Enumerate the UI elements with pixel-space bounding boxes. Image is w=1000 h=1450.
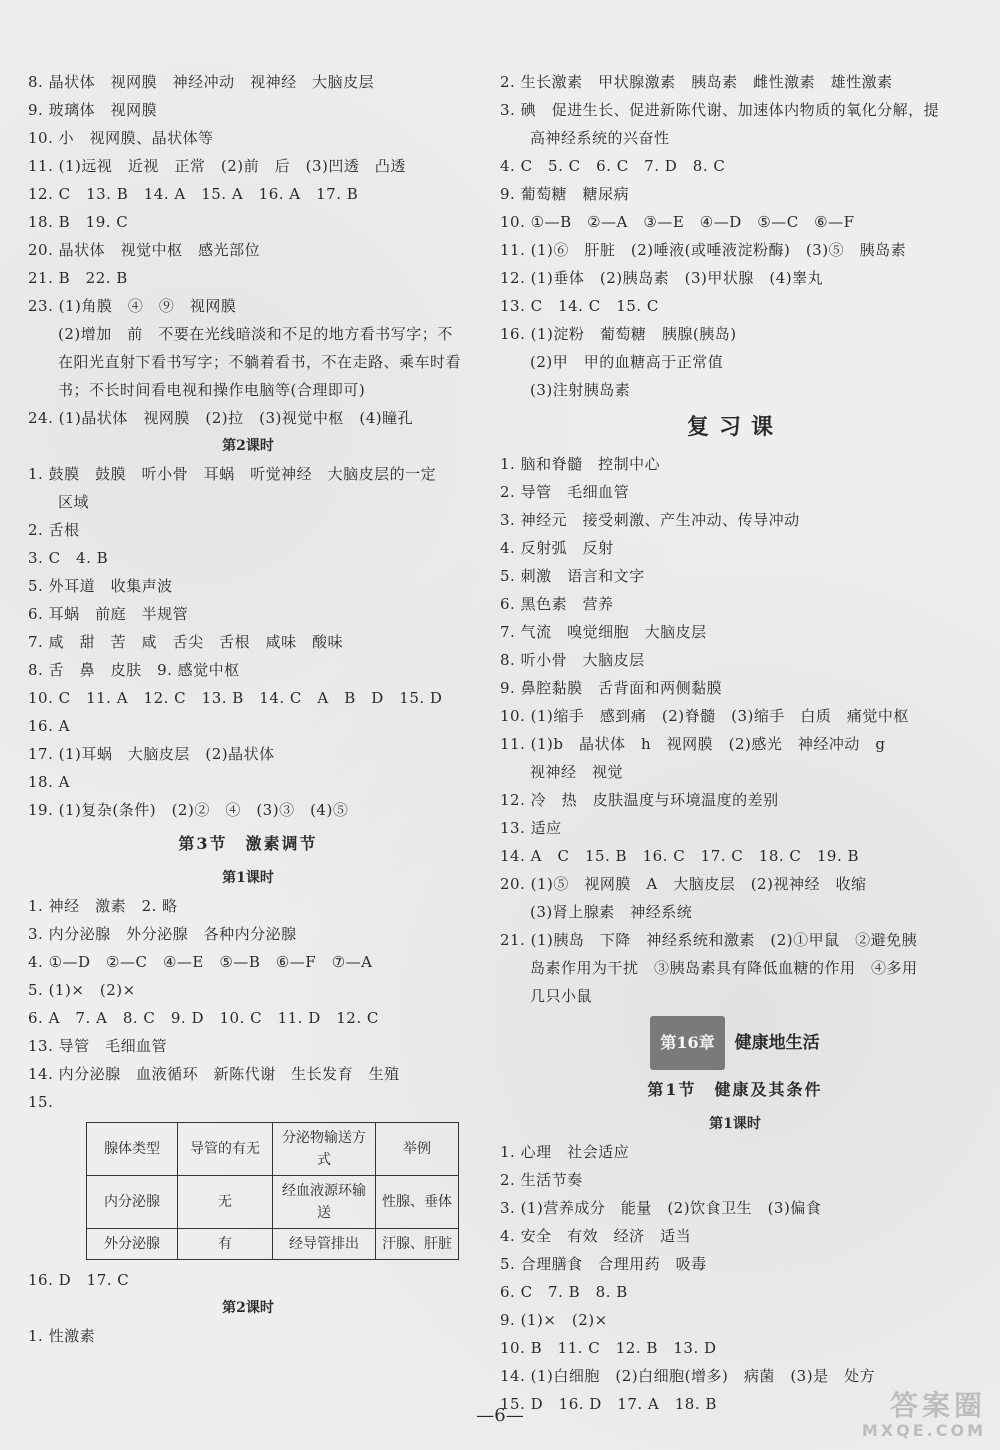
answer-line: 20. 晶状体 视觉中枢 感光部位	[28, 241, 261, 259]
answer-line: 10. ①—B ②—A ③—E ④—D ⑤—C ⑥—F	[500, 213, 855, 231]
answer-line: 7. 气流 嗅觉细胞 大脑皮层	[500, 623, 707, 641]
answer-line: 21. (1)胰岛 下降 神经系统和激素 (2)①甲鼠 ②避免胰	[500, 931, 918, 949]
answer-line: 6. C 7. B 8. B	[500, 1283, 628, 1301]
answer-line: 20. (1)⑤ 视网膜 A 大脑皮层 (2)视神经 收缩	[500, 875, 867, 893]
answer-line: 9. 鼻腔黏膜 舌背面和两侧黏膜	[500, 679, 723, 697]
answer-line: 17. (1)耳蜗 大脑皮层 (2)晶状体	[28, 745, 275, 763]
answer-line: 5. (1)× (2)×	[28, 981, 136, 999]
chapter-badge: 第16章	[650, 1016, 724, 1070]
right-lines-d	[500, 786, 970, 926]
answer-line: 1. 鼓膜 鼓膜 听小骨 耳蜗 听觉神经 大脑皮层的一定	[28, 465, 437, 483]
lesson-title: 第1课时	[709, 1116, 761, 1132]
answer-line: 1. 性激素	[28, 1327, 96, 1345]
answer-line: 2. 导管 毛细血管	[500, 483, 630, 501]
answer-line: 2. 生长激素 甲状腺激素 胰岛素 雌性激素 雄性激素	[500, 73, 893, 91]
table-row	[87, 1176, 459, 1229]
answer-line: 10. B 11. C 12. B 13. D	[500, 1339, 717, 1357]
right-lines-e	[500, 1138, 970, 1418]
answer-line: 4. 反射弧 反射	[500, 539, 614, 557]
gland-table	[86, 1122, 459, 1260]
left-lines-c	[28, 892, 468, 1116]
answer-line: 12. 冷 热 皮肤温度与环境温度的差别	[500, 791, 779, 809]
table-cell: 经导管排出	[273, 1229, 376, 1260]
lesson-title: 第1课时	[222, 870, 274, 886]
answer-line: 3. 内分泌腺 外分泌腺 各种内分泌腺	[28, 925, 297, 943]
answer-line: 1. 脑和脊髓 控制中心	[500, 455, 661, 473]
review-title: 复习课	[686, 414, 783, 440]
answer-line: 16. D 17. C	[28, 1271, 130, 1289]
answer-line: 10. 小 视网膜、晶状体等	[28, 129, 214, 147]
answer-line: 18. B 19. C	[28, 213, 129, 231]
answer-line-continuation: (2)甲 甲的血糖高于正常值	[530, 353, 724, 371]
left-column	[28, 68, 468, 1350]
answer-line: 21. B 22. B	[28, 269, 128, 287]
table-cell: 有	[178, 1229, 273, 1260]
answer-line: 1. 神经 激素 2. 略	[28, 897, 178, 915]
answer-line: 6. 耳蜗 前庭 半规管	[28, 605, 189, 623]
answer-line: 11. (1)⑥ 肝脏 (2)唾液(或唾液淀粉酶) (3)⑤ 胰岛素	[500, 241, 907, 259]
answer-line: 16. A	[28, 717, 70, 735]
answer-line: 6. A 7. A 8. C 9. D 10. C 11. D 12. C	[28, 1009, 379, 1027]
table-header: 举例	[376, 1123, 459, 1176]
left-lines-b	[28, 516, 468, 824]
answer-line: 5. 合理膳食 合理用药 吸毒	[500, 1255, 707, 1273]
answer-line-continuation: 高神经系统的兴奋性	[530, 129, 670, 147]
table-cell: 内分泌腺	[87, 1176, 178, 1229]
answer-line: 18. A	[28, 773, 70, 791]
answer-line: 6. 黑色素 营养	[500, 595, 614, 613]
answer-line: 2. 生活节奏	[500, 1171, 583, 1189]
answer-line: 8. 听小骨 大脑皮层	[500, 651, 645, 669]
answer-line-continuation: (3)肾上腺素 神经系统	[530, 903, 693, 921]
lesson-title: 第2课时	[222, 1300, 274, 1316]
answer-line: 11. (1)b 晶状体 h 视网膜 (2)感光 神经冲动 g	[500, 735, 886, 753]
page-number: —6—	[476, 1405, 524, 1426]
answer-line: 5. 外耳道 收集声波	[28, 577, 173, 595]
answer-line-continuation: (3)注射胰岛素	[530, 381, 631, 399]
answer-line: 14. (1)白细胞 (2)白细胞(增多) 病菌 (3)是 处方	[500, 1367, 876, 1385]
lesson-title: 第2课时	[222, 438, 274, 454]
answer-line: 23. (1)角膜 ④ ⑨ 视网膜	[28, 297, 237, 315]
answer-line: 15.	[28, 1093, 54, 1111]
answer-line-continuation: 区域	[58, 493, 90, 511]
answer-line: 3. 神经元 接受刺激、产生冲动、传导冲动	[500, 511, 800, 529]
answer-line: 13. C 14. C 15. C	[500, 297, 659, 315]
answer-line: 16. (1)淀粉 葡萄糖 胰腺(胰岛)	[500, 325, 737, 343]
chapter-title: 健康地生活	[734, 1033, 820, 1053]
answer-line: 8. 晶状体 视网膜 神经冲动 视神经 大脑皮层	[28, 73, 375, 91]
answer-line: 11. (1)远视 近视 正常 (2)前 后 (3)凹透 凸透	[28, 157, 406, 175]
left-lines-a	[28, 68, 468, 320]
right-column	[500, 68, 970, 1418]
answer-line: 13. 导管 毛细血管	[28, 1037, 168, 1055]
table-cell: 性腺、垂体	[376, 1176, 459, 1229]
answer-line: 9. (1)× (2)×	[500, 1311, 608, 1329]
answer-line: 9. 玻璃体 视网膜	[28, 101, 158, 119]
answer-line: 12. C 13. B 14. A 15. A 16. A 17. B	[28, 185, 359, 203]
chapter-heading	[500, 1016, 970, 1070]
answer-line-continuation: 视神经 视觉	[530, 763, 624, 781]
table-cell: 无	[178, 1176, 273, 1229]
answer-line: 15. D 16. D 17. A 18. B	[500, 1395, 717, 1413]
watermark-url: MXQE.COM	[861, 1421, 986, 1440]
watermark-logo	[816, 1390, 986, 1446]
answer-line: 3. (1)营养成分 能量 (2)饮食卫生 (3)偏食	[500, 1199, 822, 1217]
answer-line-continuation: 几只小鼠	[530, 987, 593, 1005]
answer-line-q23-part2: (2)增加 前 不要在光线暗淡和不足的地方看书写字；不在阳光直射下看书写字；不躺着看书，不在走路、乘车时看书；不长时间看电视和操作电脑等(合理即可)	[58, 325, 462, 399]
answer-line: 4. ①—D ②—C ④—E ⑤—B ⑥—F ⑦—A	[28, 953, 373, 971]
answer-line: 14. A C 15. B 16. C 17. C 18. C 19. B	[500, 847, 860, 865]
table-row	[87, 1229, 459, 1260]
answer-line-continuation: 岛素作用为干扰 ③胰岛素具有降低血糖的作用 ④多用	[530, 959, 918, 977]
answer-line: 24. (1)晶状体 视网膜 (2)拉 (3)视觉中枢 (4)瞳孔	[28, 409, 414, 427]
section-title: 第3节 激素调节	[178, 834, 318, 853]
answer-line: 4. 安全 有效 经济 适当	[500, 1227, 692, 1245]
answer-line: 10. C 11. A 12. C 13. B 14. C A B D 15. D	[28, 689, 443, 707]
answer-line: 13. 适应	[500, 819, 562, 837]
answer-line: 12. (1)垂体 (2)胰岛素 (3)甲状腺 (4)睾丸	[500, 269, 824, 287]
table-header-row	[87, 1123, 459, 1176]
table-header: 腺体类型	[87, 1123, 178, 1176]
answer-line: 1. 心理 社会适应	[500, 1143, 630, 1161]
table-cell: 汗腺、肝脏	[376, 1229, 459, 1260]
answer-line: 9. 葡萄糖 糖尿病	[500, 185, 630, 203]
answer-line: 5. 刺激 语言和文字	[500, 567, 645, 585]
answer-line: 10. (1)缩手 感到痛 (2)脊髓 (3)缩手 白质 痛觉中枢	[500, 707, 909, 725]
answer-line: 4. C 5. C 6. C 7. D 8. C	[500, 157, 726, 175]
answer-line: 8. 舌 鼻 皮肤 9. 感觉中枢	[28, 661, 240, 679]
answer-line: 7. 咸 甜 苦 咸 舌尖 舌根 咸味 酸味	[28, 633, 344, 651]
answer-line: 14. 内分泌腺 血液循环 新陈代谢 生长发育 生殖	[28, 1065, 400, 1083]
answer-line: 19. (1)复杂(条件) (2)② ④ (3)③ (4)⑤	[28, 801, 349, 819]
table-header: 分泌物输送方式	[273, 1123, 376, 1176]
right-lines-b	[500, 152, 970, 404]
section-title: 第1节 健康及其条件	[647, 1080, 823, 1099]
table-cell: 外分泌腺	[87, 1229, 178, 1260]
table-cell: 经血液源环输送	[273, 1176, 376, 1229]
table-header: 导管的有无	[178, 1123, 273, 1176]
watermark-text: 答案圈	[889, 1389, 986, 1422]
right-lines-c	[500, 450, 970, 730]
answer-line: 3. C 4. B	[28, 549, 109, 567]
answer-line: 2. 舌根	[28, 521, 80, 539]
answer-line: 3. 碘 促进生长、促进新陈代谢、加速体内物质的氧化分解，提	[500, 101, 940, 119]
